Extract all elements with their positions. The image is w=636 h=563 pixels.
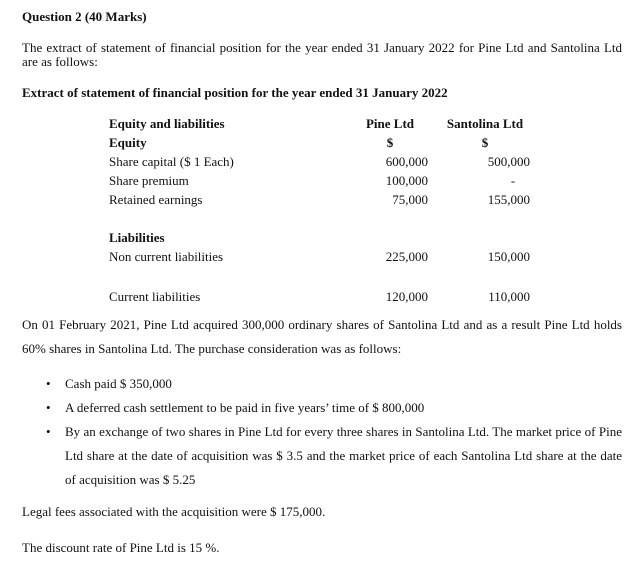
- table-row-label: Non current liabilities: [109, 249, 224, 264]
- list-item-text: A deferred cash settlement to be paid in five years’ time of $ 800,000: [65, 400, 425, 415]
- table-row-label: Share premium: [109, 173, 189, 188]
- table-cell-santolina: 500,000: [487, 154, 530, 169]
- discount-rate-text: The discount rate of Pine Ltd is 15 %.: [22, 540, 220, 555]
- consideration-list: [22, 372, 622, 492]
- table-row-label: Retained earnings: [109, 192, 203, 207]
- list-item: [22, 420, 622, 492]
- column-header-santolina: Santolina Ltd: [446, 116, 524, 131]
- table-title: Extract of statement of financial position for the year ended 31 January 2022: [22, 85, 448, 100]
- table-row-label: Current liabilities: [109, 289, 201, 304]
- acquisition-paragraph: On 01 February 2021, Pine Ltd acquired 300,000 ordinary shares of Santolina Ltd and as a result Pine Ltd holds 60% shares in Santolina Ltd. The purchase consideration was as follows:: [22, 317, 622, 356]
- bullet-icon: •: [46, 424, 51, 439]
- bullet-icon: •: [46, 376, 51, 391]
- intro-paragraph: The extract of statement of financial position for the year ended 31 January 2022 for Pine Ltd and Santolina Ltd are as follows:: [22, 40, 622, 69]
- table-cell-pine: 75,000: [392, 192, 428, 207]
- table-cell-santolina: 155,000: [487, 192, 530, 207]
- liabilities-label: Liabilities: [109, 230, 165, 245]
- column-header-pine: Pine Ltd: [365, 116, 415, 131]
- legal-fees-text: Legal fees associated with the acquisition were $ 175,000.: [22, 504, 326, 519]
- currency-santolina: $: [481, 135, 489, 150]
- list-item: [22, 396, 622, 420]
- table-cell-santolina: 110,000: [488, 289, 530, 304]
- list-item: [22, 372, 622, 396]
- list-item-text: By an exchange of two shares in Pine Ltd for every three shares in Santolina Ltd. The market price of Pine Ltd share at the date of acquisition was $ 3.5 and the market price of each Santolina Ltd share at the date of acquisition was $ 5.25: [65, 424, 622, 487]
- currency-pine: $: [386, 135, 394, 150]
- table-cell-santolina: 150,000: [487, 249, 530, 264]
- list-item-text: Cash paid $ 350,000: [65, 376, 172, 391]
- equity-label: Equity: [109, 135, 147, 150]
- table-header-label: Equity and liabilities: [109, 116, 225, 131]
- table-cell-pine: 225,000: [385, 249, 428, 264]
- bullet-icon: •: [46, 400, 51, 415]
- table-cell-santolina: -: [510, 173, 516, 188]
- table-cell-pine: 600,000: [385, 154, 428, 169]
- table-cell-pine: 100,000: [385, 173, 428, 188]
- table-cell-pine: 120,000: [385, 289, 428, 304]
- question-heading: Question 2 (40 Marks): [22, 9, 147, 24]
- table-row-label: Share capital ($ 1 Each): [109, 154, 234, 169]
